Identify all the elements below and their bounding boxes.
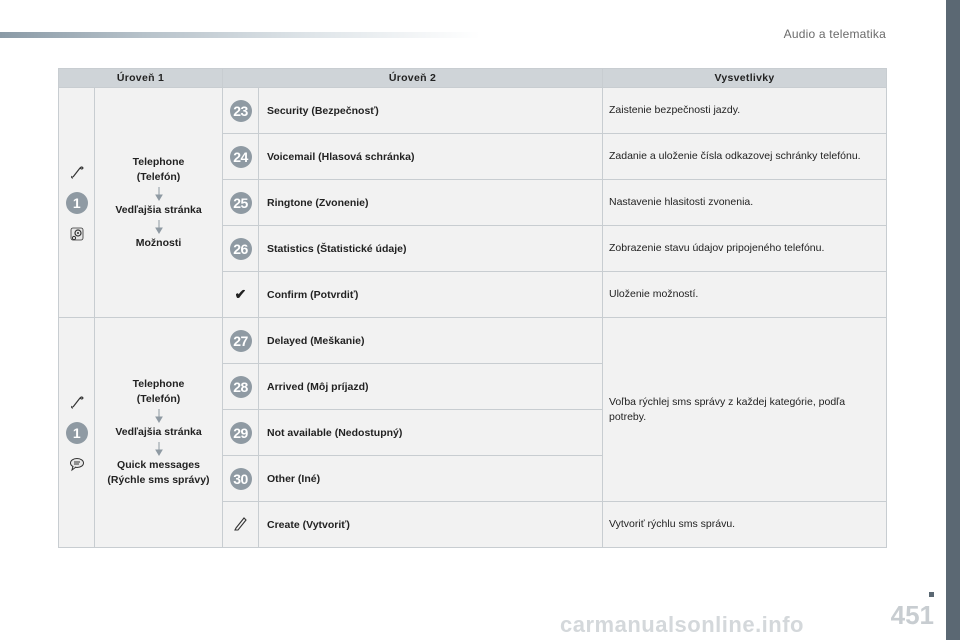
pencil-icon [233,515,249,531]
item-number-badge: 25 [230,192,252,214]
item-description: Voľba rýchlej sms správy z každej kategórie, podľa potreby. [603,318,887,502]
item-number-cell [223,88,259,134]
item-number-cell [223,502,259,548]
down-arrow-icon [155,409,163,423]
page-marker [929,592,934,597]
watermark: carmanualsonline.info [560,612,804,637]
page-number: 451 [890,600,934,630]
item-description: Zadanie a uloženie čísla odkazovej schránky telefónu. [603,134,887,180]
level1-icons [59,318,95,548]
down-arrow-icon [155,220,163,234]
header-bar [0,32,480,38]
level1-number-badge: 1 [66,192,88,214]
item-number-cell [223,456,259,502]
item-description: Zobrazenie stavu údajov pripojeného telefónu. [603,226,887,272]
menu-secondary-page: Vedľajšia stránka [115,426,202,438]
side-band [946,0,960,640]
item-number-cell [223,364,259,410]
item-label: Create (Vytvoriť) [259,502,603,548]
item-number-cell [223,180,259,226]
menu-table [58,68,887,548]
item-number-cell [223,134,259,180]
phone-handset-icon [69,164,85,180]
down-arrow-icon [155,442,163,456]
section-title: Audio a telematika [783,27,886,41]
table-row [59,88,887,134]
column-header-explanation: Vysvetlivky [603,69,887,88]
level1-path [95,318,223,548]
item-description: Zaistenie bezpečnosti jazdy. [603,88,887,134]
item-number-cell [223,318,259,364]
item-label: Voicemail (Hlasová schránka) [259,134,603,180]
menu-telephone: Telephone (Telefón) [132,155,185,183]
level1-number-badge: 1 [66,422,88,444]
menu-options: Možnosti [135,236,182,249]
item-number-badge: 24 [230,146,252,168]
item-label: Arrived (Môj príjazd) [259,364,603,410]
item-label: Not available (Nedostupný) [259,410,603,456]
item-number-cell [223,272,259,318]
item-number-badge: 27 [230,330,252,352]
down-arrow-icon [155,187,163,201]
settings-gear-icon [69,226,85,242]
column-header-level2: Úroveň 2 [223,69,603,88]
item-number-cell [223,410,259,456]
item-number-badge: 26 [230,238,252,260]
item-description: Uloženie možností. [603,272,887,318]
message-bubble-icon [69,456,85,472]
item-number-badge: 23 [230,100,252,122]
level1-icons [59,88,95,318]
menu-quick-messages: Quick messages (Rýchle sms správy) [107,459,210,486]
table-row [59,318,887,364]
item-label: Delayed (Meškanie) [259,318,603,364]
item-description: Nastavenie hlasitosti zvonenia. [603,180,887,226]
item-number-badge: 30 [230,468,252,490]
check-icon: ✔ [234,286,247,302]
table-header [59,69,887,88]
item-label: Confirm (Potvrdiť) [259,272,603,318]
level1-path [95,88,223,318]
item-number-cell [223,226,259,272]
menu-secondary-page: Vedľajšia stránka [115,203,202,216]
item-number-badge: 29 [230,422,252,444]
item-label: Other (Iné) [259,456,603,502]
item-description: Vytvoriť rýchlu sms správu. [603,502,887,548]
item-label: Statistics (Štatistické údaje) [259,226,603,272]
item-number-badge: 28 [230,376,252,398]
item-label: Security (Bezpečnosť) [259,88,603,134]
column-header-level1: Úroveň 1 [59,69,223,88]
item-label: Ringtone (Zvonenie) [259,180,603,226]
phone-handset-icon [69,394,85,410]
menu-telephone: Telephone (Telefón) [132,378,185,405]
